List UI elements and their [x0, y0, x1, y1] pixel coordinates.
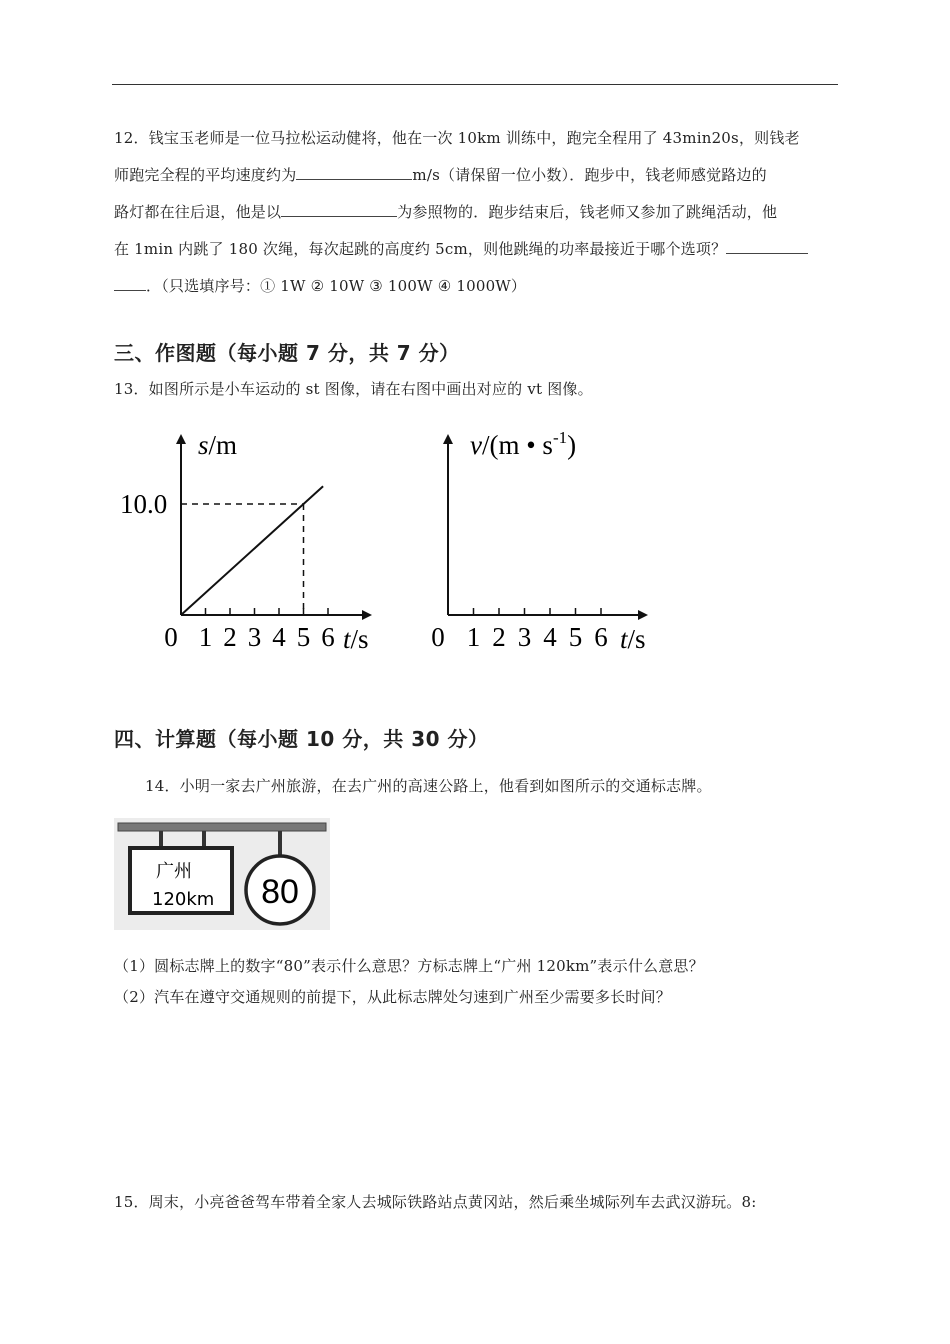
q14-text: 14．小明一家去广州旅游，在去广州的高速公路上，他看到如图所示的交通标志牌。 — [145, 777, 712, 795]
q12-line3-b: 为参照物的．跑步结束后，钱老师又参加了跳绳活动，他 — [397, 203, 778, 221]
q12-line2-a: 师跑完全程的平均速度约为 — [114, 166, 297, 184]
section3-title: 三、作图题（每小题 7 分，共 7 分） — [114, 341, 460, 365]
vt-x-tick-label: 5 — [568, 622, 583, 652]
q12-line5 — [114, 276, 526, 296]
st-x-tick-label: 0 — [164, 622, 178, 652]
st-x-label: t/s — [343, 624, 369, 654]
q13-text: 13．如图所示是小车运动的 st 图像，请在右图中画出对应的 vt 图像。 — [114, 380, 593, 398]
vt-x-tick-label: 0 — [431, 622, 445, 652]
q12-line2 — [114, 165, 767, 185]
section4-title: 四、计算题（每小题 10 分，共 30 分） — [114, 727, 489, 751]
q12-line3 — [114, 202, 777, 222]
header-rule — [112, 84, 838, 85]
q15-text: 15．周末，小亮爸爸驾车带着全家人去城际铁路站点黄冈站，然后乘坐城际列车去武汉游玩。8: — [114, 1193, 757, 1211]
traffic-sign-figure — [114, 818, 330, 930]
sign-crossbar — [118, 823, 326, 831]
st-y-tick-label: 10.0 — [120, 489, 168, 519]
q12-line4-text: 在 1min 内跳了 180 次绳，每次起跳的高度约 5cm，则他跳绳的功率最接近于哪个选项？ — [114, 240, 727, 258]
st-x-tick-label: 2 — [223, 622, 237, 652]
vt-x-tick-label: 1 — [466, 622, 481, 652]
q12-line2-b: m/s（请保留一位小数）．跑步中，钱老师感觉路边的 — [412, 166, 767, 184]
st-series-line — [181, 486, 323, 615]
st-x-tick-label: 5 — [296, 622, 311, 652]
sign-distance: 120km — [152, 889, 215, 910]
q12-line3-a: 路灯都在往后退，他是以 — [114, 203, 282, 221]
speed-limit-value: 80 — [261, 873, 299, 911]
answer-blank-reference[interactable] — [281, 202, 397, 217]
vt-x-tick-label: 3 — [517, 622, 532, 652]
vt-x-tick-label: 6 — [594, 622, 608, 652]
st-x-tick-label: 1 — [198, 622, 213, 652]
vt-x-tick-label: 4 — [543, 622, 557, 652]
answer-blank-power-cont[interactable] — [114, 276, 146, 291]
vt-chart — [380, 422, 680, 662]
vt-y-label: v/(m • $s^{-1}$) — [470, 428, 577, 460]
st-x-tick-label: 3 — [247, 622, 262, 652]
sign-city: 广州 — [156, 861, 192, 882]
q12-line5-text: ．（只选填序号：① 1W ② 10W ③ 100W ④ 1000W） — [146, 277, 527, 295]
st-chart — [112, 422, 392, 662]
st-x-tick-label: 6 — [321, 622, 335, 652]
vt-x-tick-label: 2 — [492, 622, 506, 652]
answer-blank-power[interactable] — [726, 239, 808, 254]
st-x-tick-label: 4 — [272, 622, 286, 652]
q14-sub2: （2）汽车在遵守交通规则的前提下，从此标志牌处匀速到广州至少需要多长时间？ — [114, 988, 671, 1006]
q14-sub1: （1）圆标志牌上的数字“80”表示什么意思？方标志牌上“广州 120km”表示什么意思？ — [114, 957, 704, 975]
q12-line4 — [114, 239, 808, 259]
answer-blank-speed[interactable] — [296, 165, 412, 180]
vt-x-label: t/s — [620, 624, 646, 654]
q12-line1: 12．钱宝玉老师是一位马拉松运动健将，他在一次 10km 训练中，跑完全程用了 43min20s，则钱老 — [114, 129, 800, 147]
st-y-label: s/m — [198, 430, 238, 460]
